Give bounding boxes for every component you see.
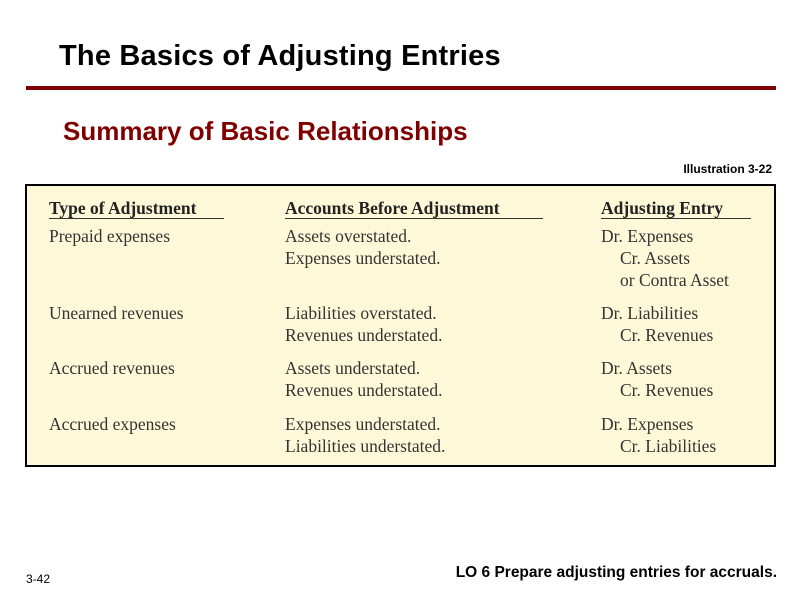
header-underline: [49, 218, 224, 219]
entry-credit: Cr. Revenues: [620, 380, 714, 400]
account-effect: Liabilities overstated.: [285, 303, 437, 323]
summary-table: [25, 184, 776, 467]
entry-debit: Dr. Assets: [601, 358, 672, 378]
account-effect: Assets overstated.: [285, 226, 412, 246]
account-effect: Revenues understated.: [285, 325, 443, 345]
entry-credit: Cr. Revenues: [620, 325, 714, 345]
entry-debit: Dr. Expenses: [601, 414, 694, 434]
adjustment-type: Unearned revenues: [49, 303, 184, 323]
adjustment-type: Accrued expenses: [49, 414, 176, 434]
entry-credit: Cr. Assets: [620, 248, 691, 268]
illustration-label: Illustration 3-22: [683, 162, 772, 176]
account-effect: Assets understated.: [285, 358, 421, 378]
page-number: 3-42: [26, 572, 51, 586]
learning-objective: LO 6 Prepare adjusting entries for accruals.: [455, 564, 777, 581]
header-underline: [601, 218, 751, 219]
adjustment-type: Accrued revenues: [49, 358, 175, 378]
account-effect: Revenues understated.: [285, 380, 443, 400]
entry-debit: Dr. Liabilities: [601, 303, 699, 323]
entry-debit: Dr. Expenses: [601, 226, 694, 246]
account-effect: Expenses understated.: [285, 414, 441, 434]
entry-credit: or Contra Asset: [620, 270, 729, 290]
header-accounts-before-adjustment: Accounts Before Adjustment: [285, 198, 500, 218]
slide-title: The Basics of Adjusting Entries: [59, 40, 501, 72]
header-underline: [285, 218, 543, 219]
account-effect: Expenses understated.: [285, 248, 441, 268]
account-effect: Liabilities understated.: [285, 436, 446, 456]
header-adjusting-entry: Adjusting Entry: [601, 198, 724, 218]
header-type-of-adjustment: Type of Adjustment: [49, 198, 197, 218]
entry-credit: Cr. Liabilities: [620, 436, 717, 456]
slide-subtitle: Summary of Basic Relationships: [63, 116, 468, 146]
title-divider: [26, 86, 776, 90]
adjustment-type: Prepaid expenses: [49, 226, 171, 246]
